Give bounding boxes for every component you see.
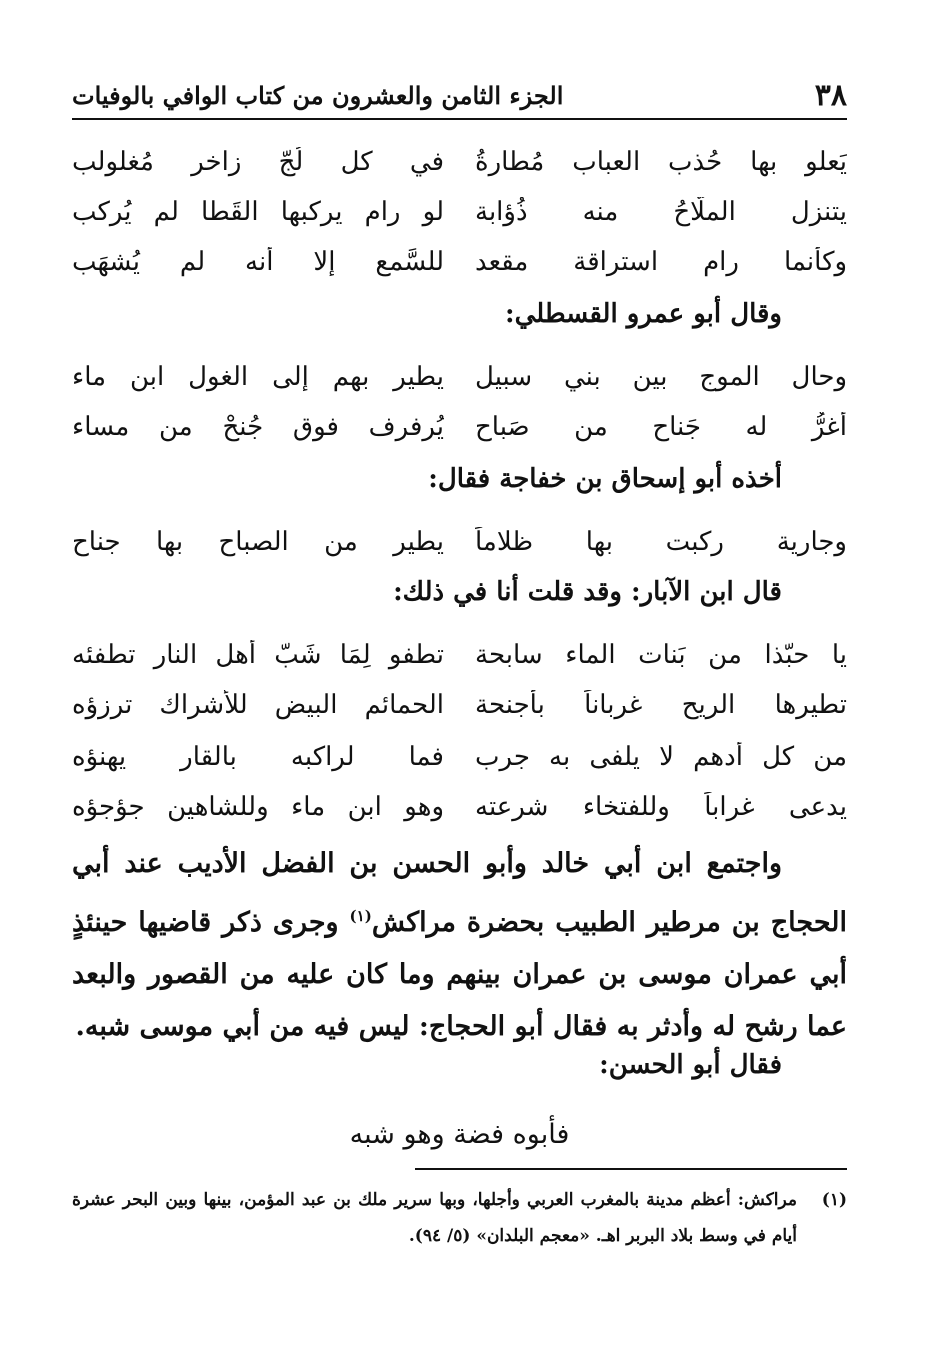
verse-line — [72, 680, 847, 730]
verse-second-hemistich: لو رام يركبها القَطا لم يُركب — [72, 197, 444, 227]
verse-first-hemistich: وكأنما رام استراقة مقعد — [475, 247, 847, 277]
verse-second-hemistich: يطير بهم إلى الغول ابن ماء — [72, 362, 444, 392]
verse-first-hemistich: يَعلو بها حُذب العباب مُطارةُ — [475, 147, 847, 177]
verse-second-hemistich: فما لراكبه بالقار يهنؤه — [72, 742, 444, 772]
verse-second-hemistich: وهو ابن ماء وللشاهين جؤجؤه — [72, 792, 444, 822]
footnote-rule — [415, 1168, 847, 1170]
verse-line — [72, 782, 847, 832]
verse-first-hemistich: وجارية ركبت بها ظلاماً — [475, 527, 847, 557]
footnote-number: (١) — [821, 1190, 847, 1210]
verse-introduction: قال ابن الآبار: وقد قلت أنا في ذلك: — [393, 577, 782, 607]
verse-second-hemistich: يُرفرف فوق جُنحْ من مساء — [72, 412, 444, 442]
paragraph-text-start: واجتمع ابن أبي خالد وأبو الحسن بن الفضل الأديب عند أبي الحجاج بن مرطير الطبيب بحضرة مراكش — [72, 848, 847, 938]
verse-introduction: فقال أبو الحسن: — [599, 1050, 782, 1080]
verse-introduction: أخذه أبو إسحاق بن خفاجة فقال: — [428, 464, 782, 494]
verse-first-hemistich: يا حبّذا من بَنات الماء سابحة — [475, 640, 847, 670]
verse-first-hemistich: تطيرها الريح غرباناً بأجنحة — [475, 690, 847, 720]
page-number: ٣٨ — [814, 78, 847, 113]
verse-second-hemistich: في كل لُجّ زاخر مُغلولب — [72, 147, 444, 177]
verse-line — [72, 732, 847, 782]
verse-line — [72, 237, 847, 287]
verse-line — [72, 137, 847, 187]
page-header — [72, 66, 847, 116]
verse-line — [72, 402, 847, 452]
centered-verse: فأبوه فضة وهو شبه — [349, 1119, 570, 1150]
verse-second-hemistich: يطير من الصباح بها جناح — [72, 527, 444, 557]
verse-introduction: وقال أبو عمرو القسطلي: — [505, 299, 782, 329]
verse-second-hemistich: تطفو لِمَا شَبّ أهل النار تطفئه — [72, 640, 444, 670]
prose-paragraph — [72, 838, 847, 1053]
header-rule — [72, 118, 847, 120]
verse-first-hemistich: أغرُّ له جَناح من صَباح — [475, 412, 847, 442]
paragraph-text-end: وجرى ذكر قاضيها حينئذٍ أبي عمران موسى بن عمران بينهم وما كان عليه من القصور والبعد عما رشح له وأدثر به فقال أبو الحجاج: ليس فيه من أبي موسى شبه. — [72, 907, 847, 1042]
verse-second-hemistich: الحمائم البيض للأشراك ترزؤه — [72, 690, 444, 720]
verse-line — [72, 352, 847, 402]
verse-first-hemistich: يدعى غراباً وللفتخاء شرعته — [475, 792, 847, 822]
footnote-text: مراكش: أعظم مدينة بالمغرب العربي وأجلها، وبها سرير ملك بن عبد المؤمن، بينها وبين البحر عشرة أيام في وسط بلاد البربر اهـ. «معجم البلدان» (٥/ ٩٤). — [72, 1190, 797, 1246]
verse-line — [72, 630, 847, 680]
footnote-reference: (١) — [349, 907, 372, 925]
verse-line — [72, 187, 847, 237]
verse-line — [72, 517, 847, 567]
verse-second-hemistich: للسَّمع إلا أنه لم يُشهَب — [72, 247, 444, 277]
verse-first-hemistich: من كل أدهم لا يلفى به جرب — [475, 742, 847, 772]
footnote — [72, 1182, 847, 1254]
verse-first-hemistich: يتنزل الملّاحُ منه ذُؤابة — [475, 197, 847, 227]
running-title: الجزء الثامن والعشرون من كتاب الوافي بالوفيات — [72, 81, 564, 110]
verse-first-hemistich: وحال الموج بين بني سبيل — [475, 362, 847, 392]
